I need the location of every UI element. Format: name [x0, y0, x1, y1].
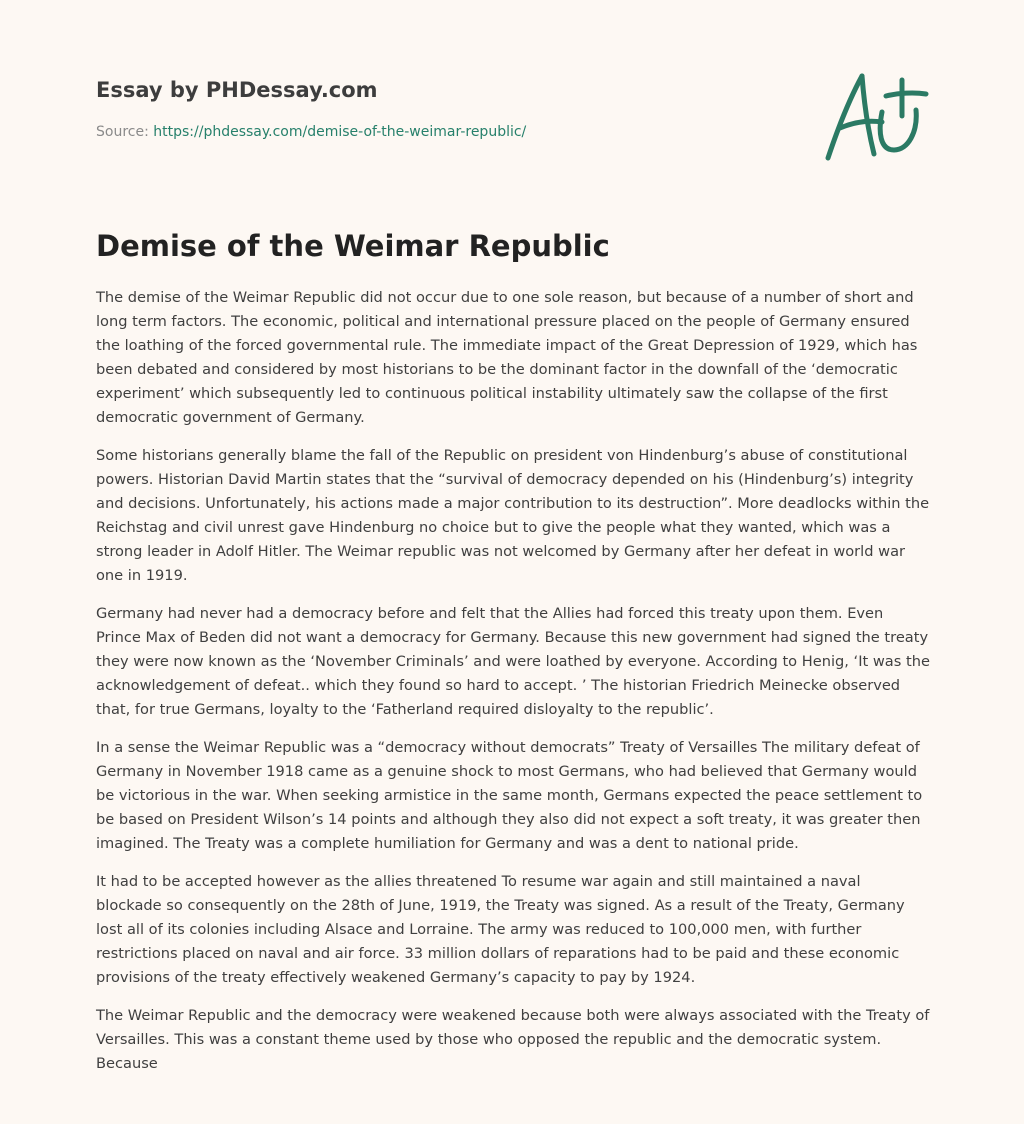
essay-paragraph-2: Some historians generally blame the fall of the Republic on president von Hindenburg’s abuse of constitutional powers. Historian David Martin states that the “survival of democracy depended on his (Hindenburg’s) integrity and decisions. Unfortunately, his actions made a major contribution to its destruction”. More deadlocks within the Reichstag and civil unrest gave Hindenburg no choice but to give the people what they wanted, which was a strong leader in Adolf Hitler. The Weimar republic was not welcomed by Germany after her defeat in world war one in 1919. [96, 447, 930, 584]
essay-paragraph-6: The Weimar Republic and the democracy were weakened because both were always associated with the Treaty of Versailles. This was a constant theme used by those who opposed the republic and the democratic system. Because [96, 1007, 930, 1072]
source-link[interactable]: https://phdessay.com/demise-of-the-weimar-republic/ [153, 124, 527, 140]
site-brand: Essay by PHDessay.com [96, 78, 378, 102]
source-label: Source: [96, 124, 154, 140]
essay-paragraph-4: In a sense the Weimar Republic was a “democracy without democrats” Treaty of Versailles The military defeat of Germany in November 1918 came as a genuine shock to most Germans, who had believed that Germany would be victorious in the war. When seeking armistice in the same month, Germans expected the peace settlement to be based on President Wilson’s 14 points and although they also did not expect a soft treaty, it was greater then imagined. The Treaty was a complete humiliation for Germany and was a dent to national pride. [96, 739, 923, 852]
essay-paragraph-5: It had to be accepted however as the allies threatened To resume war again and still maintained a naval blockade so consequently on the 28th of June, 1919, the Treaty was signed. As a result of the Treaty, Germany lost all of its colonies including Alsace and Lorraine. The army was reduced to 100,000 men, with further restrictions placed on naval and air force. 33 million dollars of reparations had to be paid and these economic provisions of the treaty effectively weakened Germany’s capacity to pay by 1924. [96, 873, 905, 986]
essay-paragraph-1: The demise of the Weimar Republic did not occur due to one sole reason, but because of a number of short and long term factors. The economic, political and international pressure placed on the people of Germany ensured the loathing of the forced governmental rule. The immediate impact of the Great Depression of 1929, which has been debated and considered by most historians to be the dominant factor in the downfall of the ‘democratic experiment’ which subsequently led to continuous political instability ultimately saw the collapse of the first democratic government of Germany. [96, 289, 918, 426]
a-plus-grade-icon [818, 66, 930, 166]
essay-title: Demise of the Weimar Republic [96, 229, 610, 263]
essay-body [96, 226, 930, 1090]
essay-header [96, 74, 796, 142]
source-line [96, 122, 796, 142]
essay-paragraph-3: Germany had never had a democracy before and felt that the Allies had forced this treaty upon them. Even Prince Max of Beden did not want a democracy for Germany. Because this new government had signed the treaty they were now known as the ‘November Criminals’ and were loathed by everyone. According to Henig, ‘It was the acknowledgement of defeat.. which they found so hard to accept. ’ The historian Friedrich Meinecke observed that, for true Germans, loyalty to the ‘Fatherland required disloyalty to the republic’. [96, 605, 930, 718]
